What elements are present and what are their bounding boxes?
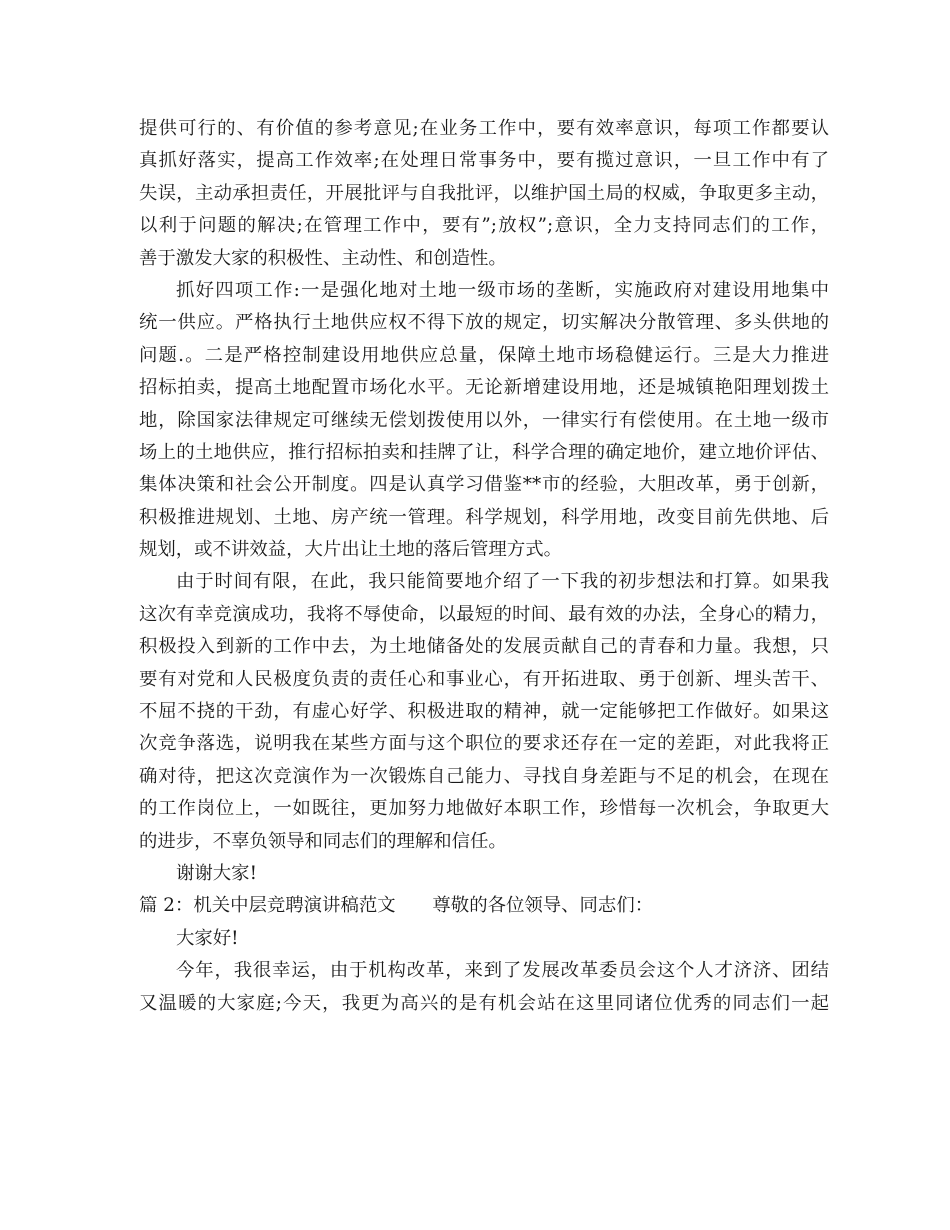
- text-line: 失误，主动承担责任，开展批评与自我批评，以维护国土局的权威，争取更多主动，: [139, 182, 829, 204]
- text-line: 谢谢大家!: [176, 862, 257, 884]
- text-line: 又温暖的大家庭;今天，我更为高兴的是有机会站在这里同诸位优秀的同志们一起: [139, 992, 829, 1014]
- text-line: 由于时间有限，在此，我只能简要地介绍了一下我的初步想法和打算。如果我: [176, 571, 829, 593]
- text-line: 真抓好落实，提高工作效率;在处理日常事务中，要有揽过意识，一旦工作中有了: [139, 150, 829, 172]
- document-body-text: [139, 113, 829, 1020]
- text-line: 要有对党和人民极度负责的责任心和事业心，有开拓进取、勇于创新、埋头苦干、: [139, 668, 829, 690]
- text-line: 积极投入到新的工作中去，为土地储备处的发展贡献自己的青春和力量。我想，只: [139, 636, 829, 658]
- text-line: 集体决策和社会公开制度。四是认真学习借鉴**市的经验，大胆改革，勇于创新，: [139, 474, 829, 496]
- text-line: 统一供应。严格执行土地供应权不得下放的规定，切实解决分散管理、多头供地的: [139, 312, 829, 334]
- text-line: 以利于问题的解决;在管理工作中，要有”;放权”;意识，全力支持同志们的工作，: [139, 215, 829, 237]
- text-line: 规划，或不讲效益，大片出让土地的落后管理方式。: [139, 539, 562, 561]
- text-line: 确对待，把这次竞演作为一次锻炼自己能力、寻找自身差距与不足的机会，在现在: [139, 765, 829, 787]
- text-line: 次竞争落选，说明我在某些方面与这个职位的要求还存在一定的差距，对此我将正: [139, 733, 829, 755]
- text-line: 今年，我很幸运，由于机构改革，来到了发展改革委员会这个人才济济、团结: [176, 960, 829, 982]
- text-line: 地，除国家法律规定可继续无偿划拨使用以外，一律实行有偿使用。在土地一级市: [139, 409, 829, 431]
- text-line: 提供可行的、有价值的参考意见;在业务工作中，要有效率意识，每项工作都要认: [139, 118, 829, 139]
- text-line: 善于激发大家的积极性、主动性、和创造性。: [139, 247, 507, 269]
- text-line: 的进步，不辜负领导和同志们的理解和信任。: [139, 830, 507, 852]
- text-line: 抓好四项工作:一是强化地对土地一级市场的垄断，实施政府对建设用地集中: [176, 279, 829, 301]
- text-line: 场上的土地供应，推行招标拍卖和挂牌了让，科学合理的确定地价，建立地价评估、: [139, 441, 829, 463]
- text-line: 篇 2：机关中层竞聘演讲稿范文 尊敬的各位领导、同志们：: [139, 895, 654, 917]
- text-line: 积极推进规划、土地、房产统一管理。科学规划，科学用地，改变目前先供地、后: [139, 506, 829, 528]
- text-line: 问题.。二是严格控制建设用地供应总量，保障土地市场稳健运行。三是大力推进: [139, 344, 829, 366]
- text-line: 这次有幸竞演成功，我将不辱使命，以最短的时间、最有效的办法，全身心的精力，: [139, 603, 829, 625]
- text-line: 的工作岗位上，一如既往，更加努力地做好本职工作，珍惜每一次机会，争取更大: [139, 798, 829, 820]
- text-line: 大家好!: [176, 927, 239, 949]
- text-line: 招标拍卖，提高土地配置市场化水平。无论新增建设用地，还是城镇艳阳理划拨土: [139, 377, 829, 399]
- text-line: 不屈不挠的干劲，有虚心好学、积极进取的精神，就一定能够把工作做好。如果这: [139, 701, 829, 723]
